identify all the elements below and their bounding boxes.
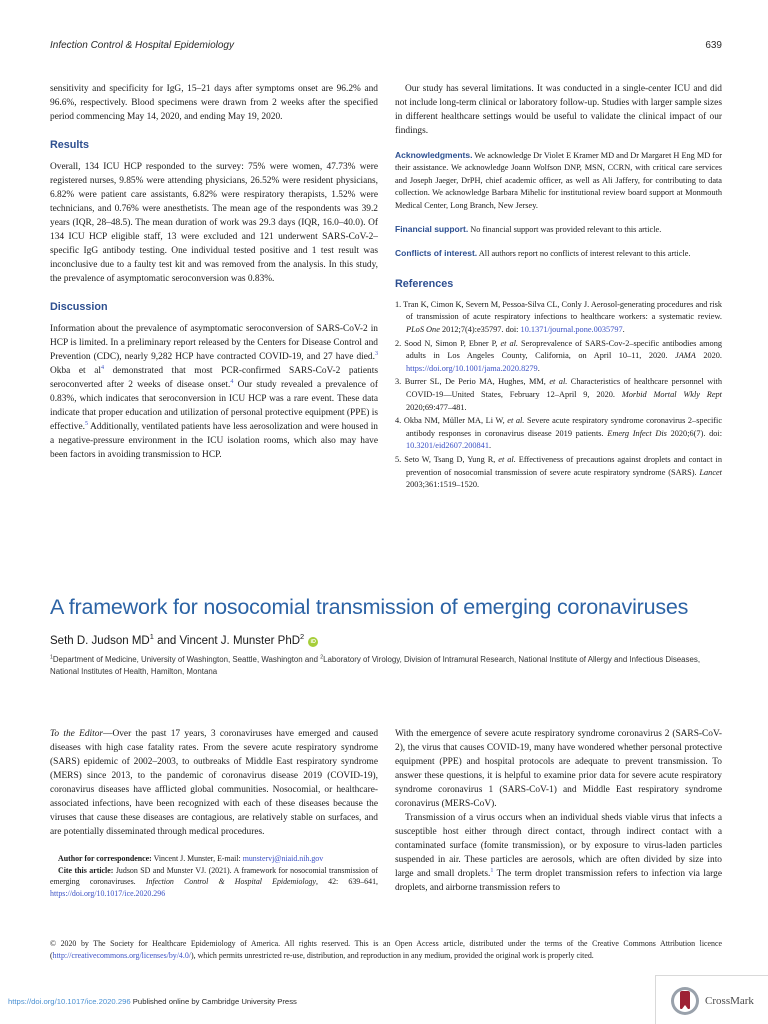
- reference-etal: et al.: [507, 416, 525, 426]
- reference-item-5: [395, 454, 722, 492]
- acknowledgments-label: Acknowledgments.: [395, 150, 473, 160]
- cite-doi-link[interactable]: https://doi.org/10.1017/ice.2020.296: [50, 888, 166, 898]
- reference-text: Seroprevalence of SARS-Cov-2–specific antibodies among adults in Los Angeles County, California, on April 10–11, 2020.: [406, 338, 722, 361]
- reference-text: .: [622, 325, 625, 335]
- reference-number: 5.: [395, 454, 402, 464]
- author-line: [50, 632, 722, 647]
- reference-journal: Emerg Infect Dis: [607, 428, 667, 438]
- author-1-affiliation-sup: 1: [149, 632, 154, 642]
- page-number: 639: [705, 40, 722, 51]
- section-heading-results: Results: [50, 139, 90, 151]
- reference-item-3: [395, 376, 722, 414]
- discussion-text: demonstrated that most PCR-confirmed SARS-CoV-2 patients seroconverted after 2 weeks of disease onset.: [50, 366, 378, 390]
- article2-header: [50, 594, 722, 677]
- cite-text: , 42: 639–641,: [315, 877, 378, 887]
- transmission-text: Transmission of a virus occurs when an individual sheds viable virus that infects a susceptible host either through direct contact, through indirect contact with a contaminated surface (fomite transmission), or by exposure to virus-laden particles suspended in air. These particles are aerosols, which are often divided by size into large and small droplets.: [395, 813, 722, 879]
- reference-etal: et al.: [500, 338, 518, 348]
- to-the-editor-text: —Over the past 17 years, 3 coronaviruses have emerged and caused diseases with high case fatality rates. From the severe acute respiratory syndrome (SARS) epidemic of 2002–2003, to outbreaks of Middle East respiratory syndrome (MERS) since 2013, to the pandemic of coronavirus disease 2019 (COVID-19), coronavirus diseases have afflicted global communities. Nosocomial, or healthcare-associated infections, have been recognized with each of these diseases because the viruses that cause these diseases are contagious, are relatively stable on surfaces, and are potentially disseminated through medical procedures.: [50, 729, 379, 837]
- cite-note: [50, 865, 378, 900]
- paragraph-intro: sensitivity and specificity for IgG, 15–21 days after symptoms onset are 96.2% and 96.6%, respectively. Blood specimens were drawn from 2 weeks after the specified period commencing May 14, 2020, and ending May 19, 2020.: [50, 84, 378, 122]
- reference-journal: PLoS One: [406, 325, 440, 335]
- reference-text: Burrer SL, De Perio MA, Hughes, MM,: [401, 377, 550, 387]
- copyright-text: ), which permits unrestricted re-use, distribution, and reproduction in any medium, provided the original work is properly cited.: [191, 951, 594, 961]
- copyright-text: © 2020 by The Society for Healthcare Epidemiology of America. All rights reserved. This is an Open Access article, distributed under the terms of the Creative Commons Attribution licence (: [50, 939, 722, 961]
- reference-number: 4.: [395, 416, 402, 426]
- reference-text: .: [537, 363, 540, 373]
- affiliation-sup-2: 2: [320, 654, 324, 661]
- doi-link[interactable]: 10.3201/eid2607.200841: [406, 441, 489, 451]
- doi-link[interactable]: https://doi.org/10.1001/jama.2020.8279: [406, 363, 538, 373]
- reference-journal: Lancet: [699, 467, 722, 477]
- citation-link-4[interactable]: 4: [230, 378, 234, 385]
- cite-journal: Infection Control & Hospital Epidemiology: [145, 877, 316, 887]
- conflicts-text: All authors report no conflicts of interest relevant to this article.: [477, 249, 691, 259]
- author-1: Seth D. Judson MD: [50, 635, 150, 647]
- reference-text: Effectiveness of precautions against droplets and contact in prevention of nosocomial transmission of severe acute respiratory syndrome (SARS).: [406, 454, 722, 477]
- reference-etal: et al.: [498, 454, 516, 464]
- correspondence-note: [50, 853, 378, 865]
- section-heading-discussion: Discussion: [50, 301, 108, 313]
- conflicts-label: Conflicts of interest.: [395, 248, 478, 259]
- author-joiner: and: [153, 635, 180, 647]
- citation-link-5[interactable]: 5: [84, 420, 89, 427]
- affiliations: [50, 654, 722, 677]
- running-header: [50, 40, 722, 51]
- reference-text: 2020.: [695, 351, 722, 361]
- acknowledgments-note: [395, 149, 722, 212]
- reference-text: 2020;69:477–481.: [406, 402, 467, 412]
- license-link[interactable]: http://creativecommons.org/licenses/by/4.0/: [52, 951, 191, 961]
- reference-text: Tran K, Cimon K, Severn M, Pessoa-Silva CL, Conly J. Aerosol-generating procedures and risk of transmission of acute respiratory infections to healthcare workers: a systematic review.: [401, 299, 722, 322]
- reference-number: 3.: [395, 377, 402, 387]
- transmission-text: The term droplet transmission refers to infection via large droplets, and airborne transmission refers to: [395, 869, 722, 893]
- orcid-icon[interactable]: iD: [308, 637, 318, 647]
- crossmark-icon: [671, 987, 699, 1015]
- reference-text: Severe acute respiratory syndrome coronavirus 2–specific antibody responses in coronavirus disease 2019 patients.: [406, 416, 723, 438]
- crossmark-label: CrossMark: [705, 994, 754, 1007]
- journal-name: Infection Control & Hospital Epidemiology: [50, 40, 234, 51]
- paragraph-discussion: [50, 322, 378, 462]
- reference-number: 2.: [395, 338, 402, 348]
- discussion-text: Okba et al: [50, 366, 101, 376]
- reference-text: .: [488, 441, 492, 451]
- reference-text: Seto W, Tsang D, Yung R,: [401, 454, 499, 464]
- footer-text: Published online by Cambridge University Press: [130, 997, 297, 1006]
- reference-journal: Morbid Mortal Wkly Rept: [621, 390, 722, 399]
- citation-link-4[interactable]: 4: [100, 364, 105, 371]
- affiliation-1: Department of Medicine, University of Washington, Seattle, Washington and: [52, 655, 321, 664]
- paragraph-emergence: With the emergence of severe acute respiratory syndrome coronavirus 2 (SARS-CoV-2), the virus that causes COVID-19, many have wondered whether personal protective equipment (PPE) and hospital protocols are adequate to prevent transmission. To answer these questions, it is helpful to examine prior data for severe acute respiratory syndrome coronavirus 1 (SARS-CoV-1) and Middle East respiratory syndrome coronavirus (MERS-CoV).: [395, 729, 722, 809]
- affiliation-sup-1: 1: [50, 654, 53, 661]
- correspondence-label: Author for correspondence:: [58, 854, 152, 863]
- article-footnotes: [50, 853, 378, 899]
- article2-right-column: [395, 727, 722, 895]
- reference-text: Okba NM, Müller MA, Li W,: [401, 416, 508, 426]
- article1-right-column: [395, 82, 722, 493]
- correspondence-text: Vincent J. Munster, E-mail:: [151, 854, 243, 863]
- citation-link-3[interactable]: 3: [374, 350, 378, 357]
- article2-left-column: [50, 727, 378, 899]
- to-the-editor-lead: To the Editor: [50, 729, 104, 739]
- page-footer: [8, 997, 297, 1006]
- paragraph-transmission: [395, 811, 722, 895]
- reference-text: 2020;6(7). doi:: [666, 428, 723, 438]
- cite-label: Cite this article:: [58, 865, 114, 875]
- acknowledgments-text: We acknowledge Dr Violet E Kramer MD and Dr Margaret H Eng MD for their assistance. We acknowledge Joann Wolfson DNP, MSN, CCRN, with critical care services and Joseph Jaeger, DrPH, chief academic officer, as well as Ali Jaffery, for contributing to data collection. We acknowledge Barbara Mihelic for institutional review board support at Monmouth Medical Center, Long Branch, New Jersey.: [395, 151, 722, 210]
- crossmark-widget[interactable]: [655, 975, 768, 1024]
- reference-journal: JAMA: [675, 351, 696, 361]
- discussion-text: Additionally, ventilated patients have less aerosolization and were housed in a negative-pressure environment in the ICU isolation rooms, which also may have been factors in avoiding transmission to HCP.: [50, 422, 378, 460]
- reference-item-2: [395, 338, 722, 376]
- doi-link[interactable]: 10.1371/journal.pone.0035797: [520, 325, 623, 335]
- reference-item-4: [395, 415, 722, 453]
- financial-support-note: [395, 223, 722, 236]
- reference-number: 1.: [395, 299, 402, 309]
- affiliation-2: Laboratory of Virology, Division of Intramural Research, National Institute of Allergy and Infectious Diseases, National Institutes of Health, Hamilton, Montana: [50, 655, 701, 676]
- reference-text: 2003;361:1519–1520.: [406, 480, 480, 490]
- reference-text: Characteristics of healthcare personnel with COVID-19—United States, February 12–April 9, 2020.: [406, 377, 723, 399]
- financial-support-label: Financial support.: [395, 224, 469, 235]
- article-title: A framework for nosocomial transmission of emerging coronaviruses: [50, 595, 689, 619]
- discussion-text: Our study revealed a prevalence of 0.83%, which indicates that seroconversion in ICU HCP was a rare event. These data indicate that proper education and utilization of personal protective equipment (PPE) is effective.: [50, 380, 378, 432]
- paragraph-results: Overall, 134 ICU HCP responded to the survey: 75% were women, 47.73% were registered nurses, 9.85% were attending physicians, 26.52% were resident physicians, 6.82% were patient care assistants, 6.82% were respiratory therapists, 1.52% were technicians, and 0.76% were anesthetists. The mean age of the respondents was 39.2 years (IQR, 28–48.5). The mean duration of work was 29.3 days (IQR, 16.0–40.0). Of 134 ICU HCP eligible staff, 13 were excluded and 121 underwent SARS-CoV-2–specific IgG antibody testing. One individual tested positive and 1 test result was inconclusive due to a faulty test kit and was removed from the analysis. In this study, the prevalence of asymptomatic seroconversion was 0.83%.: [50, 162, 378, 284]
- cite-text: Judson SD and Munster VJ. (2021). A framework for nosocomial transmission of emerging coronaviruses.: [50, 865, 379, 887]
- author-2: Vincent J. Munster PhD: [179, 635, 301, 647]
- discussion-text: Information about the prevalence of asymptomatic seroconversion of SARS-CoV-2 in HCP is limited. In a preliminary report released by the Centers for Disease Control and Prevention (CDC), nearly 9,282 HCP have contracted COVID-19, and 27 have died.: [50, 324, 378, 362]
- financial-support-text: No financial support was provided relevant to this article.: [468, 225, 662, 235]
- paragraph-to-the-editor: [50, 727, 378, 839]
- section-heading-references: References: [395, 277, 454, 290]
- article1-left-column: [50, 82, 378, 462]
- reference-text: Sood N, Simon P, Ebner P,: [401, 338, 501, 348]
- reference-etal: et al.: [549, 377, 568, 387]
- reference-item-1: [395, 299, 722, 337]
- conflicts-note: [395, 247, 722, 260]
- author-2-affiliation-sup: 2: [300, 632, 305, 642]
- email-link[interactable]: munstervj@niaid.nih.gov: [242, 854, 324, 863]
- paragraph-limitations: Our study has several limitations. It was conducted in a single-center ICU and did not include long-term clinical or laboratory follow-up. Studies with larger sample sizes in different healthcare settings would be useful to validate the clinical impact of our findings.: [395, 84, 722, 136]
- footer-doi-link[interactable]: https://doi.org/10.1017/ice.2020.296: [8, 997, 131, 1006]
- crossmark-icon-bookmark: [680, 991, 690, 1009]
- copyright-notice: [50, 938, 722, 962]
- reference-text: 2012;7(4):e35797. doi:: [439, 325, 521, 335]
- citation-link-1[interactable]: 1: [490, 867, 494, 874]
